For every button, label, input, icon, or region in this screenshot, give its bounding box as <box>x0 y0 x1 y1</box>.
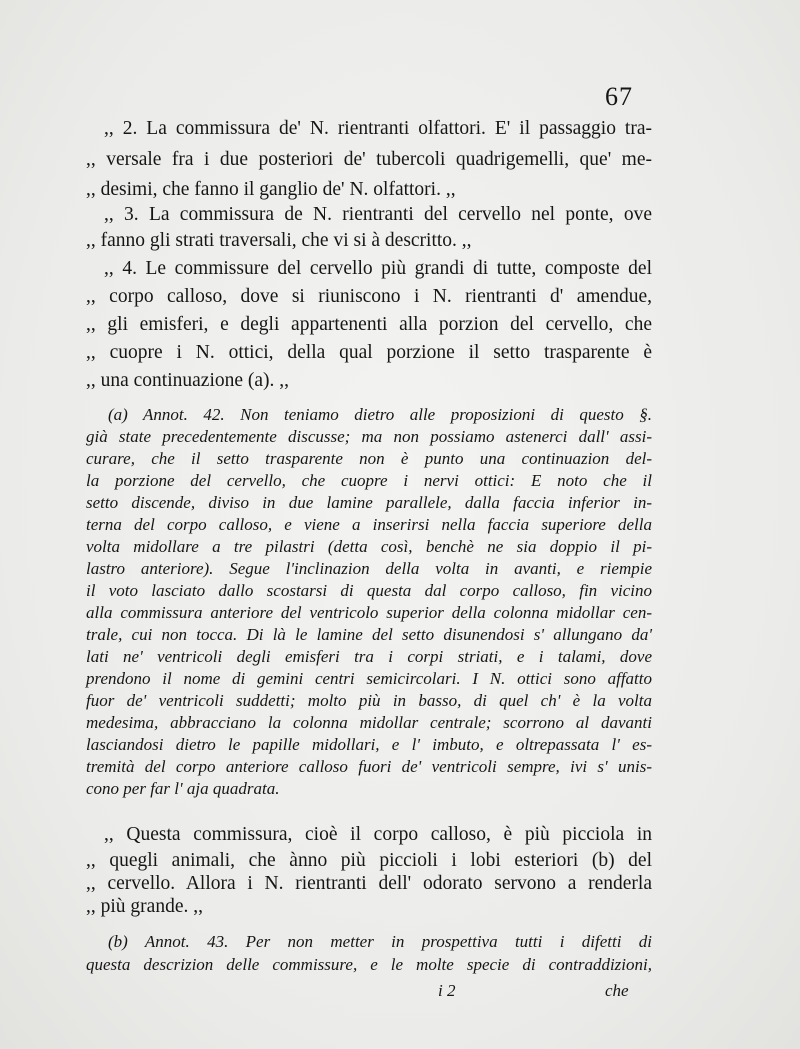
footnote-line: lati ne' ventricoli degli emisferi tra i corpi striati, e i talami, dove <box>86 647 652 666</box>
footnote-line: lastro anteriore). Segue l'inclinazion della volta in avanti, e riempie <box>86 559 652 578</box>
text-line: ,, 4. Le commissure del cervello più grandi di tutte, composte del <box>104 258 652 279</box>
footnote-line: trale, cui non tocca. Di là le lamine del setto disunendosi s' allungano da' <box>86 625 652 644</box>
text-line: ,, cuopre i N. ottici, della qual porzione il setto trasparente è <box>86 342 652 363</box>
footnote-line: prendono il nome di gemini centri semicircolari. I N. ottici sono affatto <box>86 669 652 688</box>
text-line: ,, 2. La commissura de' N. rientranti olfattori. E' il passaggio tra- <box>104 118 652 139</box>
footnote-line: la porzione del cervello, che cuopre i nervi ottici: E noto che il <box>86 471 652 490</box>
text-line: ,, quegli animali, che ànno più piccioli i lobi esteriori (b) del <box>86 850 652 871</box>
footnote-line: alla commissura anteriore del ventricolo superior della colonna midollar cen- <box>86 603 652 622</box>
text-line: ,, Questa commissura, cioè il corpo calloso, è più picciola in <box>104 824 652 845</box>
footnote-line: tremità del corpo anteriore calloso fuori de' ventricoli sempre, ivi s' unis- <box>86 757 652 776</box>
footnote-line: terna del corpo calloso, e viene a inserirsi nella faccia superiore della <box>86 515 652 534</box>
footnote-line: curare, che il setto trasparente non è punto una continuazion del- <box>86 449 652 468</box>
footnote-line: questa descrizion delle commissure, e le molte specie di contraddizioni, <box>86 955 652 974</box>
footnote-line: medesima, abbracciano la colonna midollar centrale; scorrono al davanti <box>86 713 652 732</box>
catchword: che <box>605 981 629 1000</box>
text-line: ,, cervello. Allora i N. rientranti dell' odorato servono a renderla <box>86 873 652 894</box>
page-number: 67 <box>605 82 633 111</box>
footnote-line: setto discende, diviso in due lamine parallele, dalla faccia inferior in- <box>86 493 652 512</box>
text-line: ,, desimi, che fanno il ganglio de' N. olfattori. ,, <box>86 179 456 200</box>
signature-mark: i 2 <box>438 981 456 1000</box>
text-line: ,, 3. La commissura de N. rientranti del cervello nel ponte, ove <box>104 204 652 225</box>
text-line: ,, più grande. ,, <box>86 896 203 917</box>
footnote-line: (a) Annot. 42. Non teniamo dietro alle proposizioni di questo §. <box>108 405 652 424</box>
footnote-line: (b) Annot. 43. Per non metter in prospettiva tutti i difetti di <box>108 932 652 951</box>
footnote-line: il voto lasciato dallo scostarsi di questa dal corpo calloso, fin vicino <box>86 581 652 600</box>
text-line: ,, gli emisferi, e degli appartenenti alla porzion del cervello, che <box>86 314 652 335</box>
footnote-line: fuor de' ventricoli suddetti; molto più in basso, di quel ch' è la volta <box>86 691 652 710</box>
footnote-line: già state precedentemente discusse; ma non possiamo astenerci dall' assi- <box>86 427 652 446</box>
footnote-line: volta midollare a tre pilastri (detta così, benchè ne sia doppio il pi- <box>86 537 652 556</box>
footnote-line: cono per far l' aja quadrata. <box>86 779 280 798</box>
text-line: ,, versale fra i due posteriori de' tubercoli quadrigemelli, que' me- <box>86 149 652 170</box>
text-line: ,, fanno gli strati traversali, che vi si à descritto. ,, <box>86 230 472 251</box>
footnote-line: lasciandosi dietro le papille midollari, e l' imbuto, e oltrepassata l' es- <box>86 735 652 754</box>
text-line: ,, corpo calloso, dove si riuniscono i N. rientranti d' amendue, <box>86 286 652 307</box>
text-line: ,, una continuazione (a). ,, <box>86 370 290 391</box>
